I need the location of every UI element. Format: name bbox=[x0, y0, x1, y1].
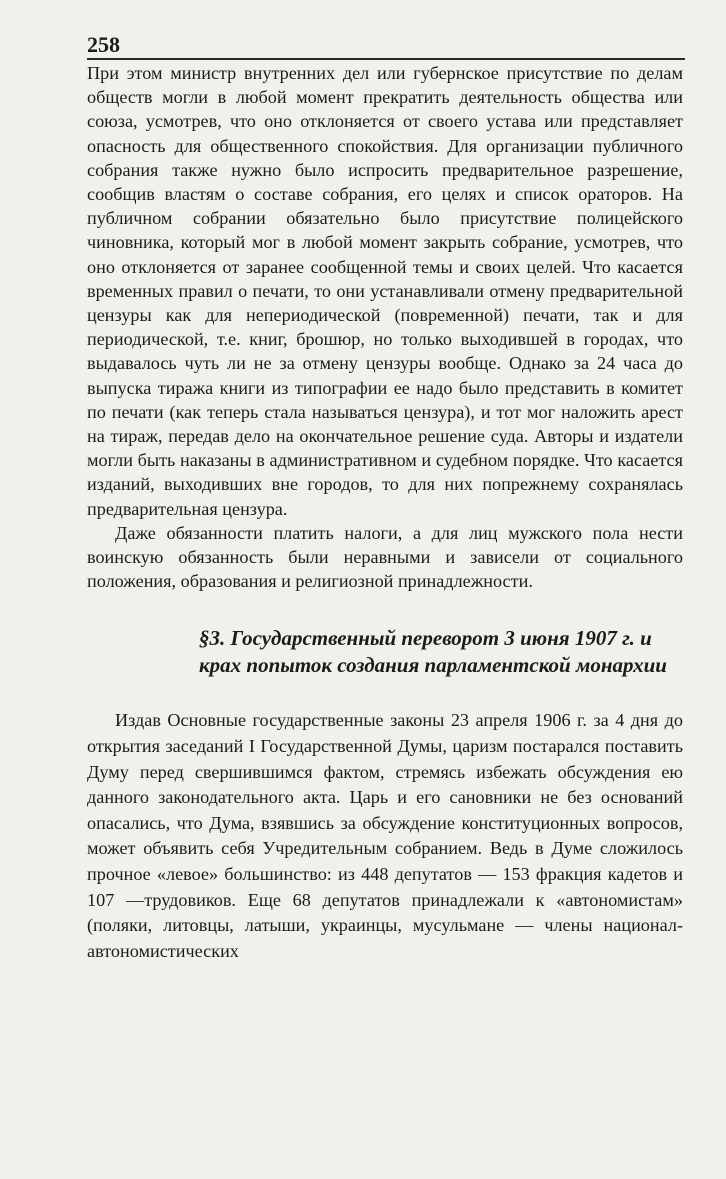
header-rule bbox=[87, 58, 685, 60]
section-heading: §3. Государственный переворот 3 июня 1907 г. и крах попыток создания парламентской монархии bbox=[199, 626, 667, 677]
paragraph: Даже обязанности платить налоги, а для лиц мужского пола нести воинскую обязанность были неравными и зависели от социального положения, образования и религиозной принадлежности. bbox=[87, 522, 683, 592]
paragraph: Издав Основные государственные законы 23 апреля 1906 г. за 4 дня до открытия заседаний I Государственной Думы, царизм постарался поставить Думу перед свершившимся фактом, стремясь избежать обсуждения ею данного законодательного акта. Царь и его сановники не без оснований опасались, что Дума, взявшись за обсуждение конституционных вопросов, может объявить себя Учредительным собранием. Ведь в Думе сложилось прочное «левое» большинство: из 448 депутатов — 153 фракция кадетов и 107 —трудовиков. Еще 68 депутатов принадлежали к «автономистам» (поляки, литовцы, латыши, украинцы, мусульмане — члены национал-автономистических bbox=[87, 710, 683, 961]
page-body bbox=[87, 61, 683, 964]
paragraph: При этом министр внутренних дел или губернское присутствие по делам обществ могли в любой момент прекратить деятельность общества или союза, усмотрев, что оно отклоняется от своего устава или представляет опасность для общественного спокойствия. Для организации публичного собрания также нужно было испросить предварительное разрешение, сообщив властям о составе собрания, его целях и список ораторов. На публичном собрании обязательно было присутствие полицейского чиновника, который мог в любой момент закрыть собрание, усмотрев, что оно отклоняется от заранее сообщенной темы и своих целей. Что касается временных правил о печати, то они устанавливали отмену предварительной цензуры как для непериодической (повременной) печати, так и для периодической, т.е. книг, брошюр, но только выходившей в городах, что выдавалось чуть ли не за отмену цензуры вообще. Однако за 24 часа до выпуска тиража книги из типографии ее надо было представить в комитет по печати (как теперь стала называться цензура), и тот мог наложить арест на тираж, передав дело на окончательное решение суда. Авторы и издатели могли быть наказаны в административном и судебном порядке. Что касается изданий, выходивших вне городов, то для них попрежнему сохранялась предварительная цензура. bbox=[87, 63, 683, 519]
page-number: 258 bbox=[87, 32, 120, 57]
